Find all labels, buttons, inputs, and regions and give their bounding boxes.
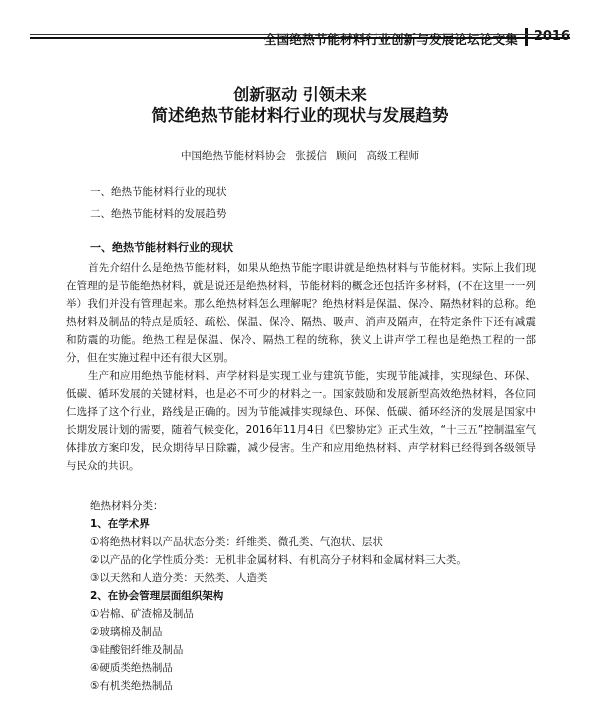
list-item: ④硬质类绝热制品 <box>90 662 173 674</box>
article-title-line2: 简述绝热节能材料行业的现状与发展趋势 <box>151 106 449 125</box>
article-title-line1: 创新驱动 引领未来 <box>233 85 367 104</box>
list-item: ⑤有机类绝热制品 <box>90 680 173 692</box>
header-rule <box>30 34 570 35</box>
body-paragraph: 生产和应用绝热节能材料、声学材料是实现工业与建筑节能，实现节能减排，实现绿色、环保、低碳、循环发展的关键材料，也是必不可少的材料之一。国家鼓励和发展新型高效绝热材料，各位同仁选择了这个行业，路线是正确的。因为节能减排实现绿色、环保、低碳、循环经济的发展是国家中长期发展计划的需要，随着气候变化，2016年11月4日《巴黎协定》正式生效，“十三五”控制温室气体排放方案印发，民众期待早日除霾，减少侵害。生产和应用绝热材料、声学材料已经得到各级领导与民众的共识。 <box>66 370 536 472</box>
list-item: ①岩棉、矿渣棉及制品 <box>90 608 194 620</box>
list-item: ②玻璃棉及制品 <box>90 626 163 638</box>
list-item: ③硅酸铝纤维及制品 <box>90 644 184 656</box>
subheading-academic: 1、在学术界 <box>90 518 150 530</box>
classification-intro: 绝热材料分类： <box>90 500 164 512</box>
table-of-contents <box>90 184 227 228</box>
list-item: ③以天然和人造分类：天然类、人造类 <box>90 572 268 584</box>
toc-item: 二、绝热节能材料的发展趋势 <box>90 208 227 220</box>
header-rule-thick <box>30 37 570 39</box>
classification-list <box>90 497 467 695</box>
body-paragraph: 首先介绍什么是绝热节能材料，如果从绝热节能字眼讲就是绝热材料与节能材料。实际上我们现在管理的是节能绝热材料，就是说还是绝热材料，节能材料的概念还包括许多材料，(不在这里一一列举）我们并没有管理起来。那么绝热材料怎么理解呢？绝热材料是保温、保冷、隔热材料的总称。绝热材料及制品的特点是质轻、疏松、保温、保冷、隔热、吸声、消声及隔声，在特定条件下还有减震和防震的功能。绝热工程是保温、保冷、隔热工程的统称，狭义上讲声学工程也是绝热工程的一部分，但在实施过程中还有很大区别。 <box>66 262 536 364</box>
section-heading: 一、绝热节能材料行业的现状 <box>90 241 233 254</box>
author-byline: 中国绝热节能材料协会 张援信 顾问 高级工程师 <box>180 150 419 162</box>
proceedings-year: 2016 <box>525 28 570 46</box>
toc-item: 一、绝热节能材料行业的现状 <box>90 186 227 198</box>
list-item: ①将绝热材料以产品状态分类：纤维类、微孔类、气泡状、层状 <box>90 536 383 548</box>
list-item: ②以产品的化学性质分类：无机非金属材料、有机高分子材料和金属材料三大类。 <box>90 554 467 566</box>
subheading-association: 2、在协会管理层面组织架构 <box>90 590 224 602</box>
proceedings-title: 全国绝热节能材料行业创新与发展论坛论文集 <box>263 32 518 47</box>
